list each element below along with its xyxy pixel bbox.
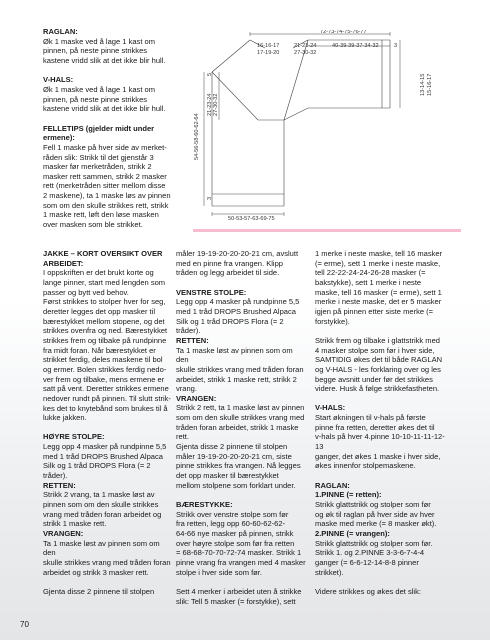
knit-line: og V-HALS - les forklaring over og les (315, 364, 441, 374)
knit-line: SAMTIDIG økes det til både RAGLAN (315, 355, 443, 365)
wrong-side-line: det opp masker til bærestykket (176, 471, 279, 481)
top-width-label: 72-73-74-75-76-77 (320, 30, 367, 35)
row1-heading: 1.PINNE (= retten): (315, 490, 382, 500)
knit-line: Strikk frem og tilbake i glattstrikk med (315, 335, 440, 345)
overview-heading: ARBEIDET: (43, 258, 84, 268)
felletips-line: som om den skulle strikkes rett, strikk (43, 200, 169, 210)
felletips-line: råden slik: Strikk til det gjenstår 3 (43, 152, 154, 162)
right-side-heading: RETTEN: (176, 335, 209, 345)
yoke-line: = 68-68-70-70-72-74 masker. Strikk 1 (176, 548, 302, 558)
right-side-line: skulle strikkes vrang med tråden foran (176, 364, 304, 374)
raglan-line: kastene vridd slik at det ikke blir hull. (43, 55, 166, 65)
raglan-depth-label: 27-30-32 (213, 93, 219, 116)
repeat-line: Gjenta disse 2 pinnene til stolpen (43, 586, 155, 596)
knit-line: videre. Husk å følge strikkefastheten. (315, 384, 440, 394)
continued-line: tråden og legg arbeidet til side. (176, 268, 280, 278)
overview-line: strikkes ovenfra og ned. Bærestykket (43, 326, 168, 336)
knit-line: 4 masker stolpe som før i hver side, (315, 345, 435, 355)
neck-right-label: 27-30-32 (294, 50, 317, 56)
sleeve-end-label: 3 (394, 43, 398, 49)
wrong-side-line: mellom stolpene som forklart under. (176, 480, 296, 490)
text-column-1 (43, 249, 173, 597)
overview-line: nedover rundt på pinnen. Til slutt strik- (43, 393, 171, 403)
row2-line: ganger (= 6-6-12-14-8-8 pinner (315, 557, 419, 567)
overview-line: bærestykket mellom stopene, og det (43, 316, 165, 326)
yoke-line: pinne vrang fra vrangen med 4 masker (176, 557, 306, 567)
overview-line: Først strikkes to stolper hver for seg, (43, 297, 166, 307)
row1-line: maske med merke (= 8 masker økt). (315, 519, 437, 529)
left-band-line: med 1 tråd DROPS Brushed Alpaca (176, 306, 296, 316)
overview-line: deretter legges det opp masker til (43, 306, 156, 316)
continued-line: 1 merke i neste maske, tell 16 masker (315, 249, 443, 258)
continued-line: måler 19-19-20-20-20-21 cm, avslutt (176, 249, 299, 258)
row1-line: Strikk glattstrikk og stolper som før (315, 500, 431, 510)
vhals-line: pinnen, på neste pinne strikkes (43, 94, 148, 104)
felletips-line: rett (merketråden sitter mellom disse (43, 181, 166, 191)
row2-line: Strikk 1. og 2.PINNE 3-3-6-7-4-4 (315, 548, 425, 558)
cuff-label: 13-14-15 (420, 73, 426, 96)
schematic-diagram (190, 30, 450, 230)
wrong-side-line: tråden foran arbeidet, strikk 1 maske (176, 422, 299, 432)
vneck-line: pinne fra retten, deretter økes det til (315, 422, 435, 432)
wrong-side-line: som om den skulle strikkes vrang med (176, 413, 305, 423)
continued-line: (= erme), sett 1 merke i neste maske, (315, 258, 441, 268)
yoke-heading: BÆRESTYKKE: (176, 500, 233, 510)
continued-line: forstykke). (315, 316, 350, 326)
vneck-line: v-hals på hver 4.pinne 10-10-11-11-12-13 (315, 432, 445, 452)
overview-line: satt på vent. Deretter strikkes ermene (43, 384, 169, 394)
schematic-drawing (190, 30, 450, 230)
vneck-line: ganger, det økes 1 maske i hver side, (315, 451, 441, 461)
right-side-line: pinnen som om den skulle strikkes (43, 500, 159, 510)
overview-line: strikkes frem og tilbake på rundpinne (43, 335, 167, 345)
right-side-line: vrang med tråden foran arbeidet og (43, 509, 162, 519)
left-band-heading: VENSTRE STOLPE: (176, 287, 247, 297)
raglan-small-label: 5 (207, 72, 213, 76)
row2-heading: 2.PINNE (= vrangen): (315, 528, 390, 538)
continued-line: bakstykke), sett 1 merke i neste (315, 277, 422, 287)
wrong-side-line: skulle strikkes vrang med tråden foran (43, 557, 171, 567)
continued-line: merke i neste maske, det er 5 masker (315, 297, 442, 307)
overview-line: passer og bytt ved behov. (43, 287, 129, 297)
text-column-3 (315, 249, 453, 597)
yoke-line: fra retten, legg opp 60-60-62-62- (176, 519, 286, 529)
right-side-line: vrang. (176, 384, 197, 394)
further-line: Videre strikkes og økes det slik: (315, 586, 421, 596)
felletips-heading: ermene): (43, 133, 75, 143)
right-side-line: Ta 1 maske løst av pinnen som om den (176, 345, 293, 365)
yoke-line: 64-66 nye masker på pinnen, strikk (176, 529, 294, 538)
neck-left-label: 17-19-20 (257, 50, 280, 56)
raglan-line: pinnen, på neste pinne strikkes (43, 46, 148, 56)
text-column-2 (176, 249, 306, 606)
wrong-side-heading: VRANGEN: (43, 529, 84, 539)
markers-line: Sett 4 merker i arbeidet uten å strikke (176, 586, 302, 596)
vneck-line: økes innenfor stolpemaskene. (315, 461, 416, 471)
felletips-heading: FELLETIPS (gjelder midt under (43, 123, 155, 133)
continued-line: igjen på pinnen etter siste merke (= (315, 306, 434, 316)
right-side-line: strikk 1 maske rett. (43, 519, 107, 529)
right-side-line: arbeidet, strikk 1 maske rett, strikk 2 (176, 374, 297, 384)
raglan-depth-label: 21-23-24 (207, 93, 213, 116)
overview-line: lukke jakken. (43, 413, 87, 423)
felletips-line: 2 maskene), ta 1 maske løs av pinnen (43, 191, 171, 201)
felletips-line: over masken som ble strikket. (43, 220, 143, 230)
right-side-line: Strikk 2 vrang, ta 1 maske løst av (43, 490, 155, 500)
yoke-line: Strikk over venstre stolpe som før (176, 509, 289, 519)
felletips-line: 1 maske rett, løft den løse masken (43, 210, 159, 220)
sleeve-width-label: 40-39-39-37-34-32 (332, 43, 379, 49)
right-band-line: tråder). (43, 471, 68, 481)
wrong-side-line: Gjenta disse 2 pinnene til stolpen (176, 442, 288, 452)
wrong-side-line: måler 19-19-20-20-20-21 cm, siste (176, 451, 292, 461)
right-band-line: Legg opp 4 masker på rundpinne 5,5 (43, 442, 167, 452)
knit-line: begge avsnitt under før det strikkes (315, 374, 433, 384)
wrong-side-line: rett. (176, 432, 190, 442)
overview-line: ver frem og tilbake, mens ermene er (43, 374, 165, 384)
yoke-line: stolpe i hver side som før. (176, 567, 262, 577)
neck-right-label: 21-23-24 (294, 43, 317, 49)
overview-line: lange pinner, start med lengden som (43, 277, 166, 287)
right-band-line: med 1 tråd DROPS Brushed Alpaca (43, 451, 163, 461)
overview-line: strikket ferdig, deles maskene til bol (43, 355, 163, 365)
wrong-side-heading: VRANGEN: (176, 393, 217, 403)
continued-line: maske, tell 16 masker (= erme), sett 1 (315, 287, 442, 297)
body-length-label: 54-56-58-60-62-64 (194, 113, 200, 160)
rib-label: 3 (207, 196, 213, 200)
raglan-heading: RAGLAN: (43, 27, 78, 36)
overview-line: I oppskriften er det brukt korte og (43, 268, 154, 278)
overview-heading: JAKKE – KORT OVERSIKT OVER (43, 249, 163, 258)
wrong-side-line: Strikk 2 rett, ta 1 maske løst av pinnen (176, 403, 305, 413)
left-band-line: Silk og 1 tråd DROPS Flora (= 2 tråder). (176, 316, 284, 336)
wrong-side-line: Ta 1 maske løst av pinnen som om den (43, 538, 160, 558)
right-side-heading: RETTEN: (43, 480, 76, 490)
row2-line: strikket). (315, 567, 344, 577)
raglan-line: Øk 1 maske ved å lage 1 kast om (43, 36, 155, 46)
row2-line: Strikk glattstrikk og stolper som før. (315, 538, 433, 548)
raglan-heading: RAGLAN: (315, 480, 350, 490)
markers-line: slik: Tell 5 masker (= forstykke), sett (176, 596, 296, 606)
divider-bar (193, 229, 461, 232)
felletips-line: masker rett sammen, strikk 2 masker (43, 171, 167, 181)
vneck-heading: V-HALS: (315, 403, 346, 413)
vhals-heading: V-HALS: (43, 75, 74, 85)
wrong-side-line: pinne strikkes fra vrangen. Nå legges (176, 461, 301, 471)
yoke-line: over høyre stolpe som før fra retten (176, 538, 295, 548)
overview-line: og ermer. Bolen strikkes ferdig nedo- (43, 364, 167, 374)
vhals-line: kastene vridd slik at det ikke blir hull. (43, 104, 166, 114)
felletips-line: Fell 1 maske på hver side av merket- (43, 142, 167, 152)
right-band-heading: HØYRE STOLPE: (43, 432, 105, 442)
continued-line: tell 22-22-24-24-26-28 masker (= (315, 268, 426, 278)
page-number: 70 (20, 620, 29, 629)
wrong-side-line: arbeidet og strikk 3 masker rett. (43, 567, 149, 577)
neck-left-label: 16-16-17 (257, 43, 280, 49)
right-band-line: Silk og 1 tråd DROPS Flora (= 2 (43, 461, 151, 471)
intro-column (43, 27, 171, 230)
overview-line: kes det to knytebånd som brukes til å (43, 403, 168, 413)
vhals-line: Øk 1 maske ved å lage 1 kast om (43, 84, 155, 94)
felletips-line: masker før merketråden, strikk 2 (43, 162, 152, 172)
overview-line: fra midt foran. Når bærestykket er (43, 345, 156, 355)
bottom-width-label: 50-53-57-63-69-75 (228, 216, 275, 222)
cuff-label: 15-16-17 (427, 73, 433, 96)
vneck-line: Start økningen til v-hals på første (315, 413, 426, 423)
row1-line: og øk til raglan på hver side av hver (315, 509, 435, 519)
left-band-line: Legg opp 4 masker på rundpinne 5,5 (176, 297, 300, 307)
continued-line: med en pinne fra vrangen. Klipp (176, 258, 283, 268)
